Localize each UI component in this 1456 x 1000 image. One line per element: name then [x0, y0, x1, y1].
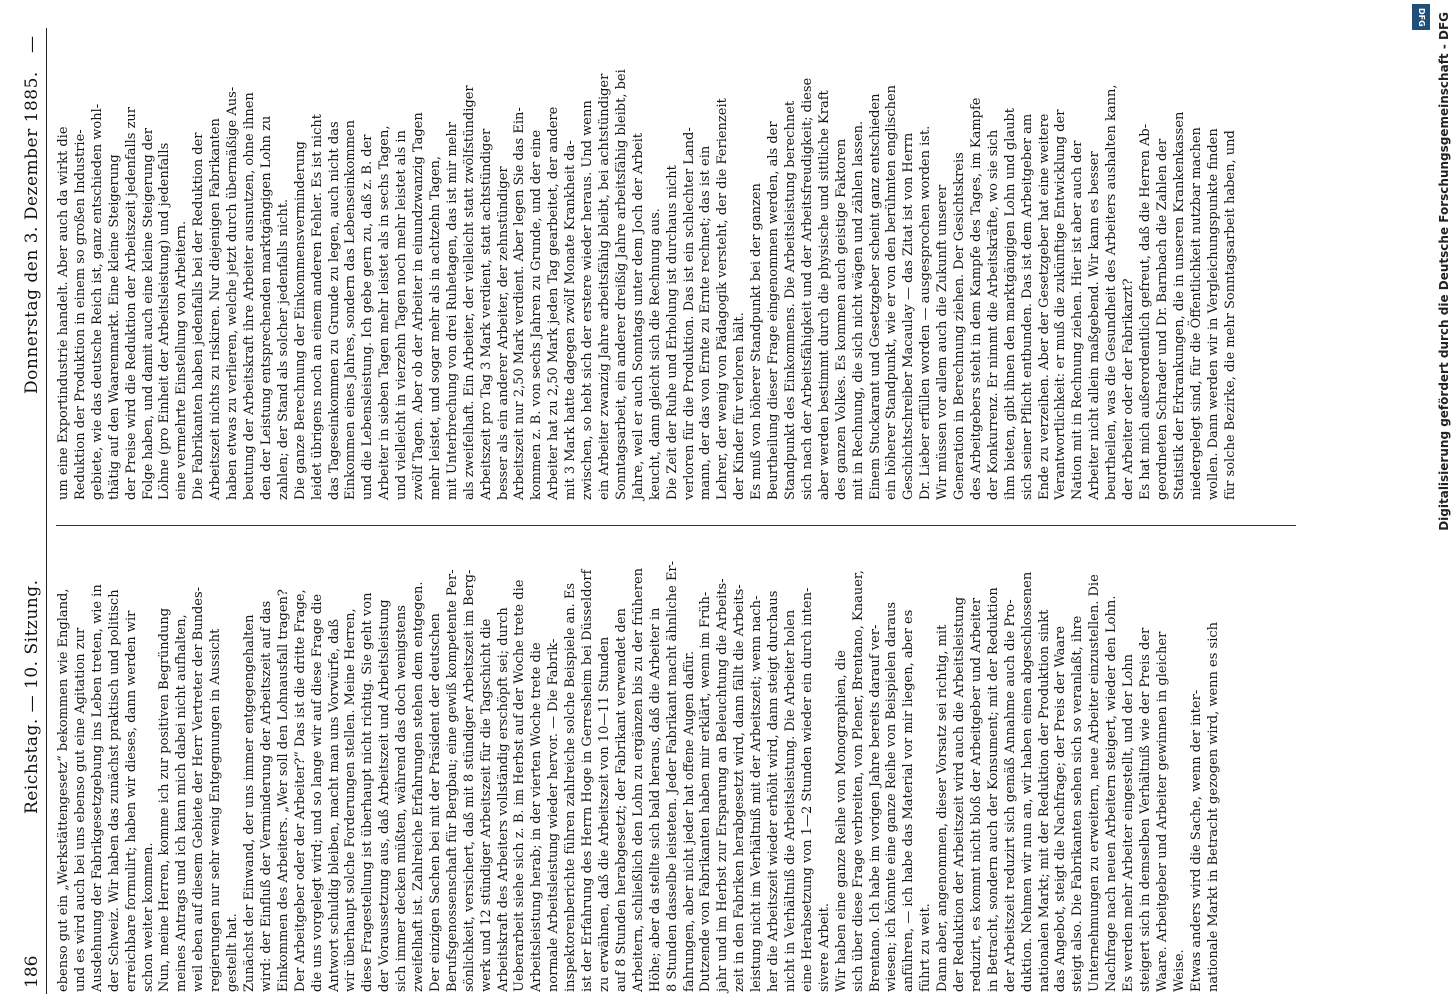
- text-line: zweifelhaft ist. Zahlreiche Erfahrungen stehen dem entgegen.: [411, 581, 427, 992]
- text-line: Dr. Lieber erfüllen worden — ausgesprochen worden ist.: [918, 125, 934, 500]
- text-line: Wir haben eine ganze Reihe von Monographien, die: [833, 650, 849, 992]
- text-line: Ende zu verzeihen. Aber der Gesetzgeber hat eine weitere: [1036, 113, 1052, 500]
- text-line: Die Zeit der Ruhe und Erholung ist durchaus nicht: [664, 165, 680, 500]
- text-line: Nun, meine Herren, komme ich zur positiven Begründung: [157, 607, 173, 992]
- text-line: Einkommen des Arbeiters. „Wer soll den Lohnausfall tragen?: [275, 589, 291, 992]
- text-line: Es muß von höherer Standpunkt bei der ganzen: [749, 183, 765, 500]
- text-line: Einem Stuckarant und Gesetzgeber scheint ganz entschieden: [867, 93, 883, 500]
- text-line: Nachfrage nach neuen Arbeitern steigert, wieder den Lohn.: [1104, 595, 1120, 992]
- text-line: regierungen nur sehr wenig Entgegnungen in Aussicht: [208, 628, 224, 992]
- text-line: der Voraussetzung aus, daß Arbeitszeit und Arbeitsleistung: [377, 599, 393, 992]
- text-line: zu erwähnen, daß die Arbeitszeit von 10—11 Stunden: [597, 636, 612, 992]
- text-line: Dutzende von Fabrikanten haben mir erklärt, wenn im Früh-: [698, 591, 714, 992]
- text-line: duktion. Nehmen wir nun an, wir haben einen abgeschlossenen: [1019, 571, 1035, 992]
- credit-text: Digitalisierung gefördert durch die Deutsche Forschungsgemeinschaft - DFG: [1437, 12, 1451, 531]
- text-line: Unternehmungen zu erweitern, neue Arbeiter einzustellen. Die: [1087, 574, 1103, 992]
- text-line: in Betracht, sondern auch der Konsument; mit der Reduktion: [985, 587, 1001, 992]
- text-line: Reduktion der Produktion in einem so großen Industrie-: [72, 129, 88, 500]
- text-line: des Arbeitgebers steht in dem Kampfe des Tages, im Kampfe: [968, 97, 984, 500]
- text-line: Lehrer, der wenig von Pädagogik versteht, der die Ferienzeit: [715, 98, 731, 500]
- text-line: Löhne (pro Einheit der Arbeitsleistung) und jedenfalls: [157, 142, 173, 500]
- text-line: kommen z. B. von sechs Jahren zu Grunde, und der eine: [529, 129, 545, 500]
- text-line: beutung der Arbeitskraft ihre Arbeiter ausnutzen, ohne ihnen: [241, 92, 257, 500]
- text-line: um eine Exportindustrie handelt. Aber auch da wirkt die: [56, 126, 71, 500]
- text-line: Arbeitskraft des Arbeiters vollständig erschöpft sei; durch: [495, 607, 511, 992]
- text-line: Der Arbeitgeber oder der Arbeiter?“ Das ist die dritte Frage,: [292, 589, 308, 992]
- text-line: sivere Arbeit.: [816, 902, 832, 992]
- text-line: ist der Erfahrung des Herrn Hoge in Gerresheim bei Düsseldorf: [580, 569, 596, 992]
- text-line: nationale Markt in Betracht gezogen wird, wenn es sich: [1205, 621, 1221, 992]
- text-line: Höhe; aber da stellte sich bald heraus, daß die Arbeiter in: [647, 607, 663, 992]
- text-line: mehr leistet, und sogar mehr als in achtzehn Tagen,: [427, 155, 443, 500]
- text-line: sich seiner Pflicht entbunden. Das ist dem Arbeitgeber am: [1019, 113, 1035, 500]
- text-line: nicht in Verhältniß die Arbeitsleistung. Die Arbeiter holen: [782, 609, 798, 992]
- column-divider: [56, 525, 1296, 526]
- text-line: der Arbeitszeit reduzirt sich gemäß Annahme auch die Pro-: [1002, 599, 1018, 992]
- text-line: Arbeitszeit pro Tag 3 Mark verdient, statt achtstündiger: [478, 128, 494, 500]
- text-line: Arbeiter hat zu 2,50 Mark jeden Tag gearbeitet, der andere: [546, 106, 562, 500]
- text-line: als zweifelhaft. Ein Arbeiter, der vielleicht statt zwölfstündiger: [461, 85, 477, 500]
- text-line: erreichbare formulirt; haben wir dieses, dann werden wir: [123, 610, 139, 992]
- text-line: Verantwortlichkeit: er muß die zukünftige Entwicklung der: [1053, 109, 1069, 500]
- text-line: 8 Stunden dasselbe leisteten. Jeder Fabrikant macht ähnliche Er-: [664, 560, 680, 992]
- text-line: Ueberarbeit siehe sich z. B. im Herbst auf der Woche trete die: [512, 579, 528, 992]
- text-line: verloren für die Produktion. Das ist ein schlechter Land-: [681, 127, 697, 500]
- text-line: haben etwas zu verlieren, welche jetzt durch übermäßige Aus-: [225, 86, 241, 500]
- text-line: Dann aber, angenommen, dieser Vorsatz sei richtig, mit: [935, 624, 951, 992]
- text-line: werk und 12 stündiger Arbeitszeit für die Tagschicht die: [478, 618, 494, 992]
- text-line: auf 8 Stunden herabgesetzt; der Fabrikant verwendet den: [613, 608, 629, 992]
- text-line: Die Fabrikanten haben jedenfalls bei der Reduktion der: [191, 132, 207, 500]
- text-line: sich immer decken müßten, während das doch wenigstens: [394, 605, 410, 992]
- text-line: der Kinder für verloren hält.: [732, 312, 748, 500]
- text-line: leistung nicht im Verhältniß mit der Arbeitszeit; wenn nach-: [749, 595, 765, 992]
- text-line: diese Fragestellung ist überhaupt nicht richtig. Sie geht von: [360, 592, 376, 992]
- text-line: keucht, dann gleicht sich die Rechnung aus.: [647, 208, 663, 500]
- text-line: Brentano. Ich habe im vorigen Jahre bereits darauf ver-: [867, 624, 883, 992]
- text-line: Arbeitern, schließlich den Lohn zu ergänzen bis zu der früheren: [630, 567, 646, 992]
- text-line: Etwas anders wird die Sache, wenn der inter-: [1188, 689, 1204, 992]
- text-line: anführen, — ich habe das Material vor mir liegen, aber es: [901, 609, 917, 992]
- text-line: die uns vorgelegt wird; und so lange wir auf diese Frage die: [309, 593, 325, 992]
- text-column-right: [56, 52, 1296, 500]
- text-line: Zunächst der Einwand, der uns immer entgegengehalten: [241, 614, 257, 992]
- text-line: wird: der Einfluß der Verminderung der Arbeitszeit auf das: [258, 600, 274, 992]
- text-line: steigert sich in demselben Verhältniß wie der Preis der: [1138, 627, 1153, 992]
- text-line: Der einzigen Sachen bei mit der Präsident der deutschen: [427, 613, 443, 992]
- text-line: Waare. Arbeitgeber und Arbeiter gewinnen in gleicher: [1154, 631, 1170, 992]
- digitization-credit: [1408, 0, 1451, 1000]
- text-line: leidet übrigens noch an einem anderen Fehler. Es ist nicht: [309, 114, 325, 500]
- text-line: Statistik der Erkrankungen, die in unseren Krankenkassen: [1171, 111, 1187, 500]
- text-line: für solche Bezirke, die mehr Sonntagsarbeit haben, und: [1222, 130, 1238, 500]
- text-line: niedergelegt sind, für die Öffentlichkeit nutzbar machen: [1188, 127, 1204, 500]
- text-line: und es wird auch bei uns ebenso gut eine Agitation zur: [72, 627, 88, 992]
- text-line: mit in Rechnung, die sich nicht wägen und zählen lassen.: [850, 120, 866, 500]
- text-line: der Arbeiter oder der Fabrikarzt?: [1121, 278, 1137, 500]
- text-line: Es werden mehr Arbeiter eingestellt, und der Lohn: [1121, 653, 1137, 992]
- text-line: eine Herabsetzung von 1—2 Stunden wieder ein durch inten-: [799, 587, 815, 992]
- text-line: führt zu weit.: [918, 903, 934, 992]
- text-line: weil eben auf diesem Gebiete der Herr Vertreter der Bundes-: [191, 586, 207, 992]
- text-line: Arbeitsleistung herab; in der vierten Woche trete die: [529, 642, 545, 992]
- text-line: Geschichtschreiber Macaulay — das Zitat ist von Herrn: [901, 132, 917, 500]
- text-line: geordneten Schrader und Dr. Barnbach die Zahlen der: [1154, 138, 1170, 500]
- text-line: ebenso gut ein „Werkstättengesetz“ bekommen wie England,: [56, 588, 71, 992]
- text-line: wir überhaupt solche Forderungen stellen. Meine Herren,: [343, 608, 359, 992]
- text-line: sönlichkeit, versichert, daß mit 8 stündiger Arbeitszeit im Berg-: [461, 569, 477, 992]
- text-line: das Angebot, steigt die Nachfrage; der Preis der Waare: [1053, 625, 1069, 992]
- dfg-logo: DFG: [1412, 4, 1430, 30]
- text-line: Ausdehnung der Fabrikgesetzgebung ins Leben treten, wie in: [89, 584, 105, 992]
- header-right-mark: —: [22, 36, 42, 53]
- session-title: Reichstag. — 10. Sitzung.: [22, 579, 42, 814]
- text-line: ihm bieten, gibt ihnen den marktgängigen Lohn und glaubt: [1002, 107, 1018, 500]
- page-number: 186: [22, 955, 42, 988]
- text-line: das Tageseinkommen zu Grunde zu legen, auch nicht das: [326, 121, 342, 500]
- text-line: Arbeitszeit nur 2,50 Mark verdient. Aber legen Sie das Ein-: [512, 107, 528, 500]
- text-line: und vielleicht in vierzehn Tagen noch mehr leistet als in: [394, 130, 410, 500]
- text-line: aber werden bestimmt durch die physische und sittliche Kraft: [816, 90, 832, 500]
- text-line: thätig auf den Waarenmarkt. Eine kleine Steigerung: [106, 154, 122, 500]
- text-line: wollen. Dann werden wir in Vergleichungspunkte finden: [1205, 128, 1221, 500]
- text-line: besser als ein anderer Arbeiter, der zehnstündiger: [495, 166, 511, 500]
- text-line: und die Lebensleistung. Ich gebe gern zu, daß z. B. der: [360, 134, 376, 500]
- text-line: Die ganze Berechnung der Einkommensverminderung: [292, 141, 308, 500]
- text-line: zwischen, so hebt sich der erstere wieder heraus. Und wenn: [580, 100, 596, 500]
- page-header: [18, 28, 47, 994]
- text-line: her die Arbeitszeit wieder erhöht wird, dann steigt durchaus: [766, 590, 782, 992]
- text-line: Generation in Berechnung ziehen. Der Gesichtskreis: [952, 152, 968, 500]
- text-line: meines Antrags und ich kann mich dabei nicht aufhalten,: [174, 614, 190, 992]
- text-line: mit 3 Mark hatte dagegen zwölf Monate Krankheit da-: [563, 140, 579, 500]
- session-date: Donnerstag den 3. Dezember 1885.: [22, 71, 42, 394]
- text-line: Beurtheilung dieser Frage eingenommen werden, als der: [766, 121, 782, 500]
- text-line: Arbeiter nicht allein maßgebend. Wir kann es besser: [1087, 151, 1103, 500]
- text-line: Standpunkt des Einkommens. Die Arbeitsleistung berechnet: [782, 100, 798, 500]
- text-line: des ganzen Volkes. Es kommen auch geistige Faktoren: [833, 138, 849, 500]
- text-line: sich nach der Arbeitsfähigkeit und der Arbeitsfreudigkeit; diese: [799, 77, 815, 500]
- text-line: zeit in den Fabriken herabgesetzt wird, dann fällt die Arbeits-: [732, 584, 748, 992]
- text-line: inspektorenberichte führen zahlreiche solche Beispiele an. Es: [563, 582, 579, 992]
- text-line: ein höherer Standpunkt, wie er von den berühmten englischen: [884, 84, 900, 500]
- text-line: Antwort schuldig bleiben, macht man uns Vorwürfe, daß: [326, 619, 342, 992]
- text-line: beurtheilen, was die Gesundheit des Arbeiters aushalten kann,: [1104, 84, 1120, 500]
- text-line: Weise.: [1171, 949, 1187, 992]
- text-line: Nation mit in Rechnung ziehen. Hier ist aber auch der: [1070, 140, 1086, 500]
- text-line: eine vermehrte Einstellung von Arbeitern.: [174, 220, 190, 500]
- text-column-left: [56, 544, 1296, 992]
- text-line: der Preise wird die Reduktion der Arbeitszeit jedenfalls zur: [123, 106, 139, 500]
- text-line: Berufsgenossenschaft für Bergbau; eine gewiß kompetente Per-: [444, 569, 460, 992]
- text-line: zahlen; der Stand als solcher jedenfalls nicht.: [275, 198, 291, 500]
- text-line: Folge haben, und damit auch eine kleine Steigerung der: [140, 127, 156, 500]
- text-line: Arbeiter in sieben Tagen mehr leistet als in sechs Tagen,: [377, 125, 393, 500]
- text-line: normale Arbeitsleistung wieder hervor. — Die Fabrik-: [546, 638, 562, 992]
- text-line: nationalen Markt; mit der Reduktion der Produktion sinkt: [1036, 609, 1052, 992]
- text-line: Sonntagsarbeit, ein anderer dreißig Jahre arbeitsfähig bleibt, bei: [613, 69, 629, 500]
- text-line: sich über diese Frage verbreiten, von Plener, Brentano, Knauer,: [850, 570, 866, 992]
- text-line: gestellt hat.: [225, 913, 241, 992]
- text-line: der Schweiz. Wir haben das zunächst praktisch und politisch: [106, 589, 122, 992]
- text-line: schon weiter kommen.: [140, 842, 156, 992]
- text-line: jahr und im Herbst zur Ersparung an Beleuchtung die Arbeits-: [715, 578, 731, 992]
- text-line: reduzirt, es kommt nicht bloß der Arbeitgeber und Arbeiter: [968, 597, 984, 992]
- text-line: wiesen; ich könnte eine ganze Reihe von Beispielen daraus: [884, 601, 900, 992]
- text-line: ein Arbeiter zwanzig Jahre arbeitsfähig bleibt, bei achtstündiger: [597, 73, 612, 500]
- text-line: gebiete, wie das deutsche Reich ist, ganz entschieden wohl-: [89, 103, 105, 500]
- text-line: fahrungen, aber nicht jeder hat offene Augen dafür.: [681, 650, 697, 992]
- text-line: Es hat mich außerordentlich gefreut, daß die Herren Ab-: [1138, 123, 1153, 500]
- text-line: mit Unterbrechung von drei Ruhetagen, das ist mir mehr: [444, 122, 460, 500]
- text-line: steigt also. Die Fabrikanten sehen sich so veranlaßt, ihre: [1070, 615, 1086, 992]
- text-line: Arbeitszeit nichts zu riskiren. Nur diejenigen Fabrikanten: [208, 118, 224, 500]
- text-line: Jahre, weil er auch Sonntags unter dem Joch der Arbeit: [630, 133, 646, 500]
- text-line: mann, der das von Ernte zu Ernte rechnet; das ist ein: [698, 145, 714, 500]
- text-line: den der Leistung entsprechenden marktgängigen Lohn zu: [258, 115, 274, 500]
- text-line: zwölf Tagen. Aber ob der Arbeiter in einundzwanzig Tagen: [411, 112, 427, 500]
- text-line: der Reduktion der Arbeitszeit wird auch die Arbeitsleistung: [952, 596, 968, 992]
- text-line: Einkommen eines Jahres, sondern das Lebenseinkommen: [343, 120, 359, 500]
- text-line: der Konkurrenz. Er nimmt die Arbeitskräfte, wo sie sich: [985, 129, 1001, 500]
- text-line: Wir müssen vor allem auch die Zukunft unserer: [935, 184, 951, 500]
